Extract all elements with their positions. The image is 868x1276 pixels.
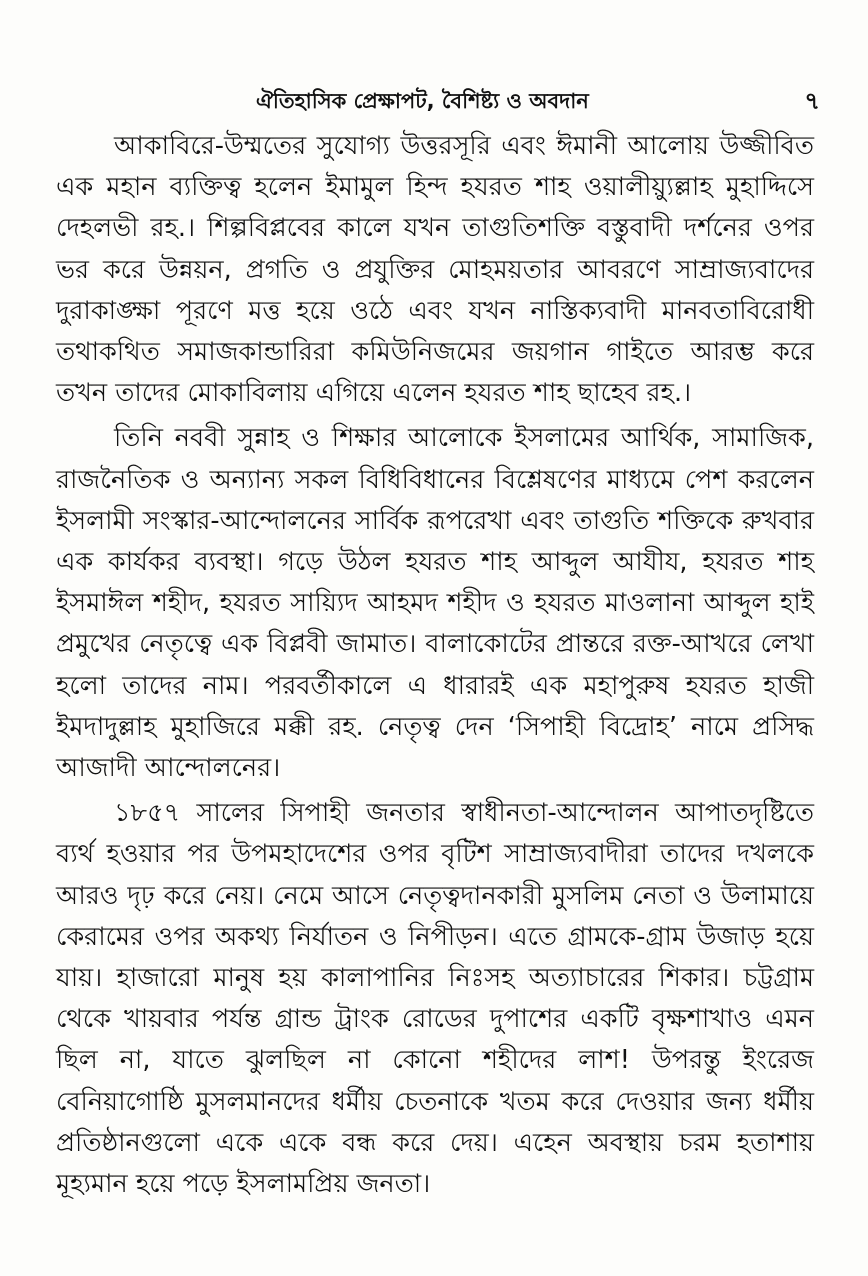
running-header — [60, 84, 820, 118]
paragraph-3: ১৮৫৭ সালের সিপাহী জনতার স্বাধীনতা-আন্দোলন আপাতদৃষ্টিতে ব্যর্থ হওয়ার পর উপমহাদেশের ওপর বৃটিশ সাম্রাজ্যবাদীরা তাদের দখলকে আরও দৃঢ় করে নেয়। নেমে আসে নেতৃত্বদানকারী মুসলিম নেতা ও উলামায়ে কেরামের ওপর অকথ্য নির্যাতন ও নিপীড়ন। এতে গ্রামকে-গ্রাম উজাড় হয়ে যায়। হাজারো মানুষ হয় কালাপানির নিঃসহ অত্যাচারের শিকার। চট্টগ্রাম থেকে খায়বার পর্যন্ত গ্রান্ড ট্রাংক রোডের দুপাশের একটি বৃক্ষশাখাও এমন ছিল না, যাতে ঝুলছিল না কোনো শহীদের লাশ! উপরন্তু ইংরেজ বেনিয়াগোষ্ঠি মুসলমানদের ধর্মীয় চেতনাকে খতম করে দেওয়ার জন্য ধর্মীয় প্রতিষ্ঠানগুলো একে একে বন্ধ করে দেয়। এহেন অবস্থায় চরম হতাশায় মূহ্যমান হয়ে পড়ে ইসলামপ্রিয় জনতা। — [56, 798, 814, 1200]
paragraph-1: আকাবিরে-উম্মতের সুযোগ্য উত্তরসূরি এবং ঈমানী আলোয় উজ্জীবিত এক মহান ব্যক্তিত্ব হলেন ইমামুল হিন্দ হযরত শাহ ওয়ালীয়্যুল্লাহ মুহাদ্দিসে দেহলভী রহ.। শিল্পবিপ্লবের কালে যখন তাগুতিশক্তি বস্তুবাদী দর্শনের ওপর ভর করে উন্নয়ন, প্রগতি ও প্রযুক্তির মোহময়তার আবরণে সাম্রাজ্যবাদের দুরাকাঙ্ক্ষা পূরণে মত্ত হয়ে ওঠে এবং যখন নাস্তিক্যবাদী মানবতাবিরোধী তথাকথিত সমাজকান্ডারিরা কমিউনিজমের জয়গান গাইতে আরম্ভ করে তখন তাদের মোকাবিলায় এগিয়ে এলেন হযরত শাহ ছাহেব রহ.। — [56, 131, 814, 409]
paragraph-2: তিনি নববী সুন্নাহ ও শিক্ষার আলোকে ইসলামের আর্থিক, সামাজিক, রাজনৈতিক ও অন্যান্য সকল বিধিবিধানের বিশ্লেষণের মাধ্যমে পেশ করলেন ইসলামী সংস্কার-আন্দোলনের সার্বিক রূপরেখা এবং তাগুতি শক্তিকে রুখবার এক কার্যকর ব্যবস্থা। গড়ে উঠল হযরত শাহ আব্দুল আযীয, হযরত শাহ ইসমাঈল শহীদ, হযরত সায়্যিদ আহমদ শহীদ ও হযরত মাওলানা আব্দুল হাই প্রমুখের নেতৃত্বে এক বিপ্লবী জামাত। বালাকোটের প্রান্তরে রক্ত-আখরে লেখা হলো তাদের নাম। পরবর্তীকালে এ ধারারই এক মহাপুরুষ হযরত হাজী ইমদাদুল্লাহ মুহাজিরে মক্কী রহ. নেতৃত্ব দেন ‘সিপাহী বিদ্রোহ’ নামে প্রসিদ্ধ আজাদী আন্দোলনের। — [56, 423, 814, 784]
page-number: ৭ — [804, 87, 820, 115]
chapter-title: ঐতিহাসিক প্রেক্ষাপট, বৈশিষ্ট্য ও অবদান — [256, 89, 589, 113]
body-text — [56, 126, 814, 1205]
